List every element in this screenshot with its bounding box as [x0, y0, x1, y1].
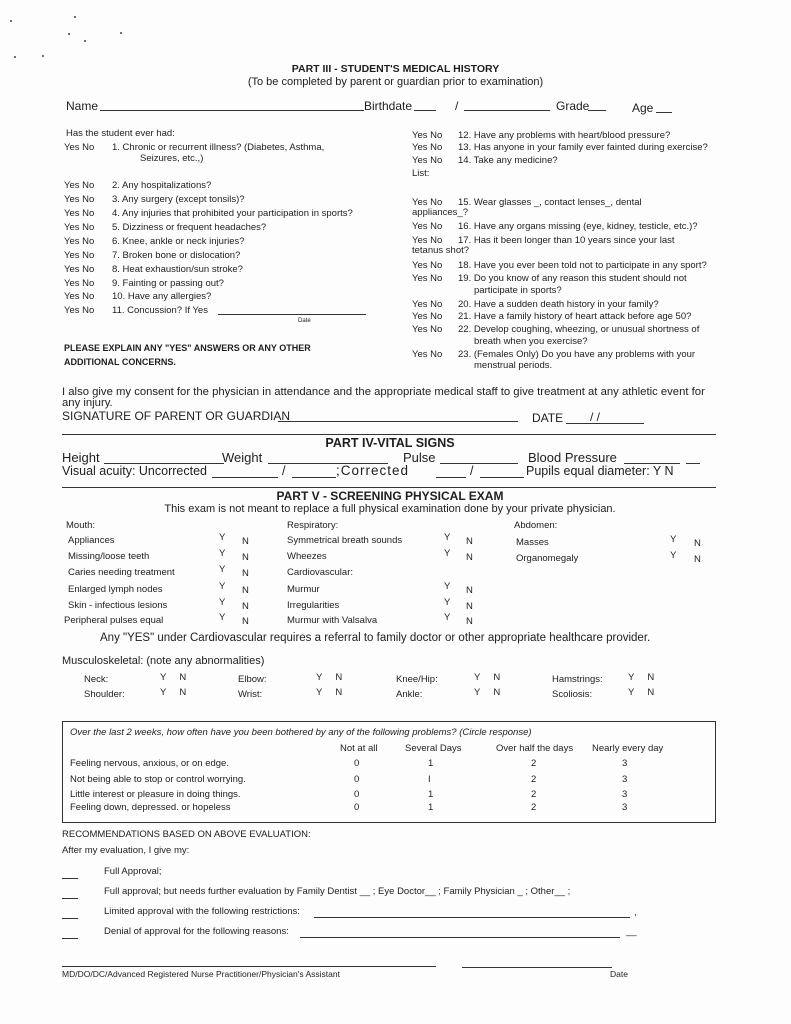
- divider: [62, 487, 716, 488]
- questionnaire-column-header: Nearly every day: [592, 743, 664, 754]
- musculo-item: Shoulder:: [84, 689, 125, 700]
- yes-option: Y: [670, 550, 677, 561]
- musculo-item: Scoliosis:: [552, 689, 593, 700]
- scan-speck: [10, 20, 12, 22]
- question-yes-no: Yes No: [64, 208, 95, 219]
- question-yes-no: List:: [412, 168, 430, 179]
- musculo-item: Wrist:: [238, 689, 263, 700]
- pulse-field[interactable]: [440, 463, 518, 464]
- restrictions-field[interactable]: [314, 917, 630, 918]
- musculo-item: Hamstrings:: [552, 674, 603, 685]
- yes-option: Y: [444, 612, 451, 623]
- yes-no-option: Y N: [316, 687, 343, 698]
- question-yes-no: Yes No: [412, 324, 443, 335]
- corrected-slash: /: [470, 464, 474, 478]
- questionnaire-row-label: Feeling nervous, anxious, or on edge.: [70, 758, 229, 769]
- question-text: 15. Wear glasses _, contact lenses_, dental: [458, 197, 642, 208]
- limited-approval-check[interactable]: [62, 918, 78, 919]
- question-text: 6. Knee, ankle or neck injuries?: [112, 236, 245, 247]
- question-text: 14. Take any medicine?: [458, 155, 558, 166]
- corrected-left-field[interactable]: [436, 477, 466, 478]
- questionnaire-response: 0: [354, 774, 360, 785]
- signature-field[interactable]: [278, 421, 518, 422]
- yes-no-option: Y N: [474, 687, 501, 698]
- yes-no-option: Y N: [316, 672, 343, 683]
- question-text: 11. Concussion? If Yes: [112, 305, 208, 316]
- question-yes-no: appliances_?: [412, 207, 468, 218]
- questionnaire-response: 2: [531, 758, 537, 769]
- questionnaire-response: 0: [354, 802, 360, 813]
- respiratory-header: Respiratory:: [287, 520, 339, 531]
- yes-option: Y: [670, 534, 677, 545]
- question-text: 18. Have you ever been told not to participate in any sport?: [458, 260, 707, 271]
- question-text: breath when you exercise?: [474, 336, 588, 347]
- question-text: 19. Do you know of any reason this student should not: [458, 273, 687, 284]
- musculo-item: Ankle:: [396, 689, 423, 700]
- no-option: N: [242, 552, 249, 563]
- question-text: Seizures, etc.,): [140, 153, 204, 164]
- full-further-label: Full approval; but needs further evaluation by Family Dentist __ ; Eye Doctor__ ; Family Physician _ ; Other__ ;: [104, 886, 571, 897]
- divider: [62, 434, 716, 435]
- birthdate-label: Birthdate: [364, 99, 413, 113]
- mouth-item: Caries needing treatment: [68, 567, 175, 578]
- question-yes-no: Yes No: [412, 235, 443, 246]
- bp-label: Blood Pressure: [528, 450, 617, 465]
- yes-option: Y: [219, 532, 226, 543]
- yes-option: Y: [444, 548, 451, 559]
- consent-date-slashes: / /: [590, 410, 601, 424]
- question-yes-no: Yes No: [64, 236, 95, 247]
- question-yes-no: Yes No: [412, 130, 443, 141]
- visual-acuity-label: Visual acuity: Uncorrected: [62, 464, 207, 478]
- no-option: N: [466, 552, 473, 563]
- questionnaire-column-header: Not at all: [340, 743, 378, 754]
- question-text: 8. Heat exhaustion/sun stroke?: [112, 264, 243, 275]
- no-option: N: [242, 536, 249, 547]
- question-text: 7. Broken bone or dislocation?: [112, 250, 241, 261]
- scan-speck: [84, 40, 86, 42]
- no-option: N: [694, 538, 701, 549]
- explain-text-2: ADDITIONAL CONCERNS.: [64, 357, 176, 367]
- consent-date-field[interactable]: [566, 423, 644, 424]
- weight-label: Weight: [222, 450, 263, 465]
- page-title: PART III - STUDENT'S MEDICAL HISTORY: [291, 63, 500, 75]
- no-option: N: [242, 616, 249, 627]
- pupils-label: Pupils equal diameter: Y N: [526, 464, 674, 478]
- referral-note: Any "YES" under Cardiovascular requires a referral to family doctor or other appropriate healthcare provider.: [100, 632, 651, 644]
- questionnaire-column-header: Over half the days: [496, 743, 574, 754]
- scan-speck: [42, 55, 44, 57]
- musculo-item: Neck:: [84, 674, 109, 685]
- question-text: 4. Any injuries that prohibited your participation in sports?: [112, 208, 353, 219]
- no-option: N: [242, 585, 249, 596]
- question-text: 12. Have any problems with heart/blood pressure?: [458, 130, 671, 141]
- cardiovascular-item: Irregularities: [287, 600, 340, 611]
- no-option: N: [466, 601, 473, 612]
- yes-option: Y: [219, 581, 226, 592]
- no-option: N: [242, 568, 249, 579]
- question-yes-no: tetanus shot?: [412, 245, 470, 256]
- pulse-label: Pulse: [403, 450, 436, 465]
- questionnaire-response: 2: [531, 789, 537, 800]
- mouth-item: Appliances: [68, 535, 115, 546]
- question-yes-no: Yes No: [412, 221, 443, 232]
- question-yes-no: Yes No: [64, 194, 95, 205]
- mouth-item: Missing/loose teeth: [68, 551, 150, 562]
- question-yes-no: Yes No: [64, 291, 95, 302]
- corrected-right-field[interactable]: [480, 477, 524, 478]
- date-caption: Date: [298, 318, 311, 324]
- mouth-header: Mouth:: [66, 520, 96, 531]
- yes-option: Y: [444, 581, 451, 592]
- cardiovascular-item: Murmur: [287, 584, 320, 595]
- question-yes-no: Yes No: [64, 305, 95, 316]
- mouth-item: Skin - infectious lesions: [68, 600, 168, 611]
- name-field[interactable]: [100, 110, 364, 111]
- yes-option: Y: [219, 612, 226, 623]
- question-yes-no: Yes No: [412, 155, 443, 166]
- consent-text-2: any injury.: [62, 397, 113, 409]
- no-option: N: [694, 554, 701, 565]
- uncorrected-right-field[interactable]: [292, 477, 336, 478]
- questionnaire-response: 3: [622, 789, 628, 800]
- question-yes-no: Yes No: [412, 311, 443, 322]
- vitals-title: PART IV-VITAL SIGNS: [325, 436, 455, 450]
- questionnaire-response: 3: [622, 802, 628, 813]
- question-yes-no: Yes No: [64, 278, 95, 289]
- question-text: 17. Has it been longer than 10 years since your last: [458, 235, 675, 246]
- denial-label: Denial of approval for the following reasons:: [104, 926, 289, 937]
- limited-approval-label: Limited approval with the following restrictions:: [104, 906, 300, 917]
- questionnaire-response: 0: [354, 758, 360, 769]
- yes-no-option: Y N: [474, 672, 501, 683]
- question-yes-no: Yes No: [64, 264, 95, 275]
- denial-dash: __: [626, 926, 637, 937]
- mouth-item: Enlarged lymph nodes: [68, 584, 163, 595]
- question-text: 3. Any surgery (except tonsils)?: [112, 194, 245, 205]
- scan-speck: [14, 56, 16, 58]
- yes-option: Y: [219, 548, 226, 559]
- questionnaire-row-label: Feeling down, depressed. or hopeless: [70, 802, 231, 813]
- age-field[interactable]: [656, 112, 672, 113]
- question-text: 16. Have any organs missing (eye, kidney, testicle, etc.)?: [458, 221, 698, 232]
- scan-speck: [74, 16, 76, 18]
- question-text: 21. Have a family history of heart attack before age 50?: [458, 311, 692, 322]
- question-text: 13. Has anyone in your family ever fainted during exercise?: [458, 142, 708, 153]
- questionnaire-response: I: [428, 774, 431, 785]
- bp-diastolic-field[interactable]: [686, 463, 700, 464]
- abdomen-item: Masses: [516, 537, 549, 548]
- denial-reasons-field[interactable]: [300, 937, 620, 938]
- birthdate-slash: /: [455, 99, 459, 113]
- yes-option: Y: [219, 564, 226, 575]
- provider-date-field[interactable]: [462, 967, 612, 968]
- consent-text: I also give my consent for the physician in attendance and the appropriate medical staff to give treatment at any athletic event for: [62, 386, 705, 398]
- question-yes-no: Yes No: [412, 273, 443, 284]
- no-option: N: [466, 536, 473, 547]
- question-text: 5. Dizziness or frequent headaches?: [112, 222, 267, 233]
- questionnaire-response: 3: [622, 774, 628, 785]
- questionnaire-column-header: Several Days: [405, 743, 462, 754]
- cardiovascular-item: Murmur with Valsalva: [287, 615, 378, 626]
- grade-label: Grade: [556, 99, 590, 113]
- questionnaire-row-label: Little interest or pleasure in doing things.: [70, 789, 241, 800]
- question-yes-no: Yes No: [412, 142, 443, 153]
- question-yes-no: Yes No: [412, 260, 443, 271]
- question-text: 23. (Females Only) Do you have any problems with your: [458, 349, 696, 360]
- question-text: menstrual periods.: [474, 360, 553, 371]
- yes-no-option: Y N: [628, 672, 655, 683]
- questionnaire-response: 2: [531, 774, 537, 785]
- question-text: 2. Any hospitalizations?: [112, 180, 212, 191]
- recommendations-intro: After my evaluation, I give my:: [62, 845, 190, 856]
- concussion-date-field[interactable]: [218, 314, 366, 315]
- restrictions-comma: ,: [634, 907, 637, 918]
- questionnaire-prompt: Over the last 2 weeks, how often have you been bothered by any of the following problems? (Circle response): [70, 727, 532, 738]
- screening-title: PART V - SCREENING PHYSICAL EXAM: [276, 489, 504, 503]
- respiratory-item: Symmetrical breath sounds: [287, 535, 403, 546]
- full-further-check[interactable]: [62, 898, 78, 899]
- questionnaire-response: 2: [531, 802, 537, 813]
- history-intro: Has the student ever had:: [66, 128, 175, 139]
- uncorrected-left-field[interactable]: [212, 477, 278, 478]
- yes-option: Y: [219, 597, 226, 608]
- signature-label: SIGNATURE OF PARENT OR GUARDIAN: [62, 409, 291, 423]
- respiratory-item: Wheezes: [287, 551, 327, 562]
- yes-option: Y: [444, 597, 451, 608]
- denial-check[interactable]: [62, 938, 78, 939]
- questionnaire-row-label: Not being able to stop or control worrying.: [70, 774, 246, 785]
- corrected-label: ;Corrected: [336, 463, 410, 478]
- questionnaire-response: 1: [428, 789, 434, 800]
- musculo-item: Knee/Hip:: [396, 674, 438, 685]
- questionnaire-response: 3: [622, 758, 628, 769]
- musculoskeletal-header: Musculoskeletal: (note any abnormalities): [62, 655, 265, 667]
- uncorrected-slash: /: [282, 464, 286, 478]
- birthdate-day-field[interactable]: [464, 110, 550, 111]
- provider-signature-field[interactable]: [62, 966, 436, 967]
- questionnaire-response: 1: [428, 758, 434, 769]
- name-label: Name: [66, 99, 99, 113]
- question-text: 9. Fainting or passing out?: [112, 278, 224, 289]
- recommendations-header: RECOMMENDATIONS BASED ON ABOVE EVALUATION:: [62, 829, 311, 840]
- yes-no-option: Y N: [160, 672, 187, 683]
- questionnaire-response: 0: [354, 789, 360, 800]
- questionnaire-response: 1: [428, 802, 434, 813]
- full-approval-check[interactable]: [62, 878, 78, 879]
- age-label: Age: [632, 101, 654, 115]
- consent-date-label: DATE: [532, 411, 564, 425]
- no-option: N: [466, 585, 473, 596]
- yes-no-option: Y N: [160, 687, 187, 698]
- cardiovascular-header: Cardiovascular:: [287, 567, 353, 578]
- question-yes-no: Yes No: [412, 349, 443, 360]
- question-yes-no: Yes No: [64, 250, 95, 261]
- question-text: 1. Chronic or recurrent illness? (Diabetes, Asthma,: [112, 142, 325, 153]
- question-yes-no: Yes No: [64, 180, 95, 191]
- birthdate-month-field[interactable]: [414, 110, 436, 111]
- yes-option: Y: [444, 532, 451, 543]
- question-text: 22. Develop coughing, wheezing, or unusual shortness of: [458, 324, 700, 335]
- abdomen-item: Organomegaly: [516, 553, 579, 564]
- provider-date-label: Date: [610, 969, 628, 979]
- scan-speck: [120, 32, 122, 34]
- abdomen-header: Abdomen:: [514, 520, 558, 531]
- page-subtitle: (To be completed by parent or guardian prior to examination): [247, 76, 544, 88]
- question-yes-no: Yes No: [412, 299, 443, 310]
- grade-field[interactable]: [588, 110, 606, 111]
- yes-no-option: Y N: [628, 687, 655, 698]
- question-text: participate in sports?: [474, 285, 562, 296]
- height-label: Height: [62, 450, 100, 465]
- scan-speck: [68, 33, 70, 35]
- mouth-item: Peripheral pulses equal: [64, 615, 164, 626]
- question-yes-no: Yes No: [412, 197, 443, 208]
- full-approval-label: Full Approval;: [104, 866, 162, 877]
- provider-title: MD/DO/DC/Advanced Registered Nurse Practitioner/Physician's Assistant: [62, 969, 340, 979]
- question-text: 10. Have any allergies?: [112, 291, 212, 302]
- explain-text: PLEASE EXPLAIN ANY "YES" ANSWERS OR ANY OTHER: [64, 343, 311, 353]
- no-option: N: [466, 616, 473, 627]
- question-text: 20. Have a sudden death history in your family?: [458, 299, 659, 310]
- question-yes-no: Yes No: [64, 222, 95, 233]
- screening-subtitle: This exam is not meant to replace a full physical examination done by your private physician.: [164, 503, 616, 515]
- no-option: N: [242, 601, 249, 612]
- question-yes-no: Yes No: [64, 142, 95, 153]
- musculo-item: Elbow:: [238, 674, 267, 685]
